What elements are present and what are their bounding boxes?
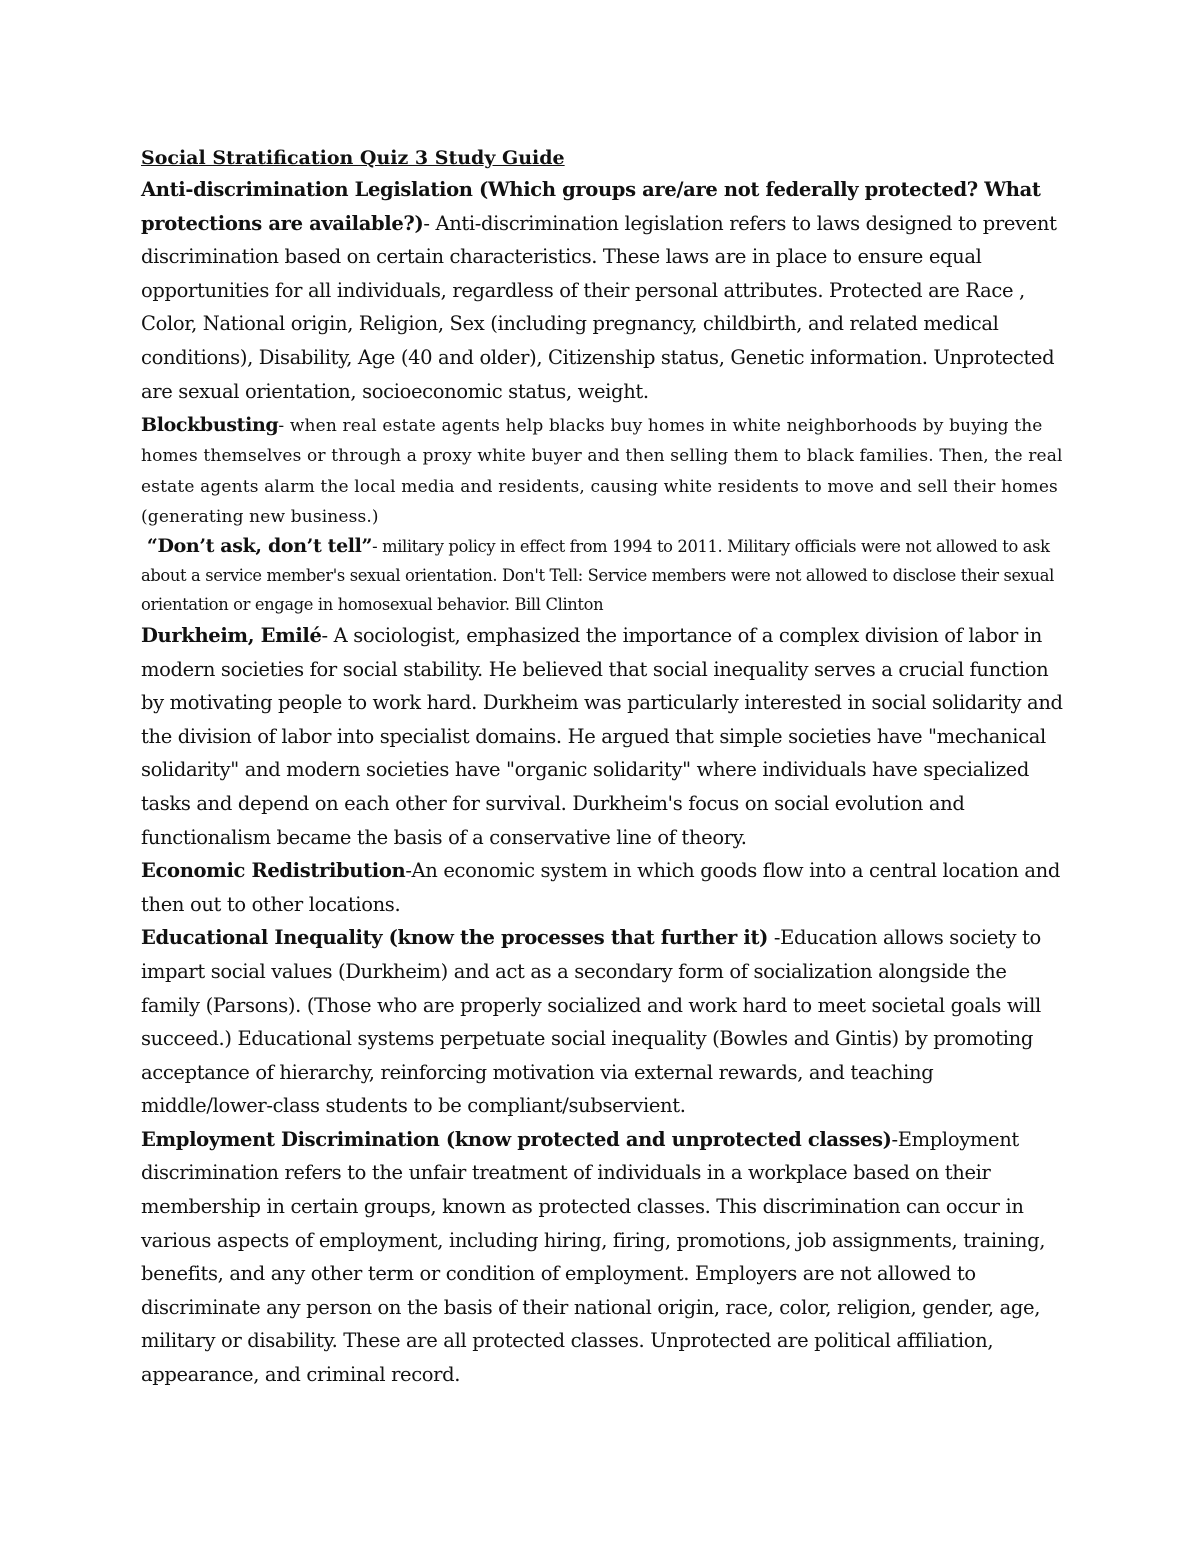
document-title: Social Stratification Quiz 3 Study Guide xyxy=(141,147,565,169)
entry-term: Economic Redistribution xyxy=(141,859,406,883)
entry-definition: - A sociologist, emphasized the importance of a complex division of labor in modern societies for social stability. He believed that social inequality serves a crucial function by motivating people to work hard. Durkheim was particularly interested in social solidarity and the division of labor into specialist domains. He argued that simple societies have "mechanical solidarity" and modern societies have "organic solidarity" where individuals have specialized tasks and depend on each other for survival. Durkheim's focus on social evolution and functionalism became the basis of a conservative line of theory. xyxy=(141,623,1063,849)
entry-definition: -An economic system in which goods flow into a central location and then out to other locations. xyxy=(141,859,1061,916)
entry-definition: -Education allows society to impart social values (Durkheim) and act as a secondary form of socialization alongside the family (Parsons). (Those who are properly socialized and work hard to meet societal goals will succeed.) Educational systems perpetuate social inequality (Bowles and Gintis) by promoting acceptance of hierarchy, reinforcing motivation via external rewards, and teaching middle/lower-class students to be compliant/subservient. xyxy=(141,926,1041,1118)
entry-term: Blockbusting xyxy=(141,414,279,437)
entry-dont-ask-dont-tell xyxy=(141,532,1066,619)
entry-educational-inequality xyxy=(141,921,1066,1123)
entry-definition: - military policy in effect from 1994 to 2011. Military officials were not allowed to ask about a service member's sexual orientation. Don't Tell: Service members were not allowed to disclose their sexual orientation or engage in homosexual behavior. Bill Clinton xyxy=(141,536,1054,614)
entry-term: “Don’t ask, don’t tell” xyxy=(146,534,373,557)
document-body xyxy=(141,143,1066,1392)
entry-definition: - Anti-discrimination legislation refers to laws designed to prevent discrimination based on certain characteristics. These laws are in place to ensure equal opportunities for all individuals, regardless of their personal attributes. Protected are Race , Color, National origin, Religion, Sex (including pregnancy, childbirth, and related medical conditions), Disability, Age (40 and older), Citizenship status, Genetic information. Unprotected are sexual orientation, socioeconomic status, weight. xyxy=(141,211,1057,403)
entry-employment-discrimination xyxy=(141,1123,1066,1392)
entry-anti-discrimination-legislation xyxy=(141,173,1066,408)
entry-economic-redistribution xyxy=(141,854,1066,921)
entry-blockbusting xyxy=(141,410,1066,532)
entry-definition: -Employment discrimination refers to the unfair treatment of individuals in a workplace based on their membership in certain groups, known as protected classes. This discrimination can occur in various aspects of employment, including hiring, firing, promotions, job assignments, training, benefits, and any other term or condition of employment. Employers are not allowed to discriminate any person on the basis of their national origin, race, color, religion, gender, age, military or disability. These are all protected classes. Unprotected are political affiliation, appearance, and criminal record. xyxy=(141,1127,1046,1387)
entry-term: Educational Inequality (know the processes that further it) xyxy=(141,926,769,950)
entry-term: Anti-discrimination Legislation (Which groups are/are not federally protected? What protections are available?) xyxy=(141,178,1041,235)
entry-term: Employment Discrimination (know protected and unprotected classes) xyxy=(141,1127,892,1151)
entry-term: Durkheim, Emilé xyxy=(141,623,322,647)
entry-definition: - when real estate agents help blacks buy homes in white neighborhoods by buying the homes themselves or through a proxy white buyer and then selling them to black families. Then, the real estate agents alarm the local media and residents, causing white residents to move and sell their homes (generating new business.) xyxy=(141,416,1063,527)
entry-durkheim-emile xyxy=(141,619,1066,854)
